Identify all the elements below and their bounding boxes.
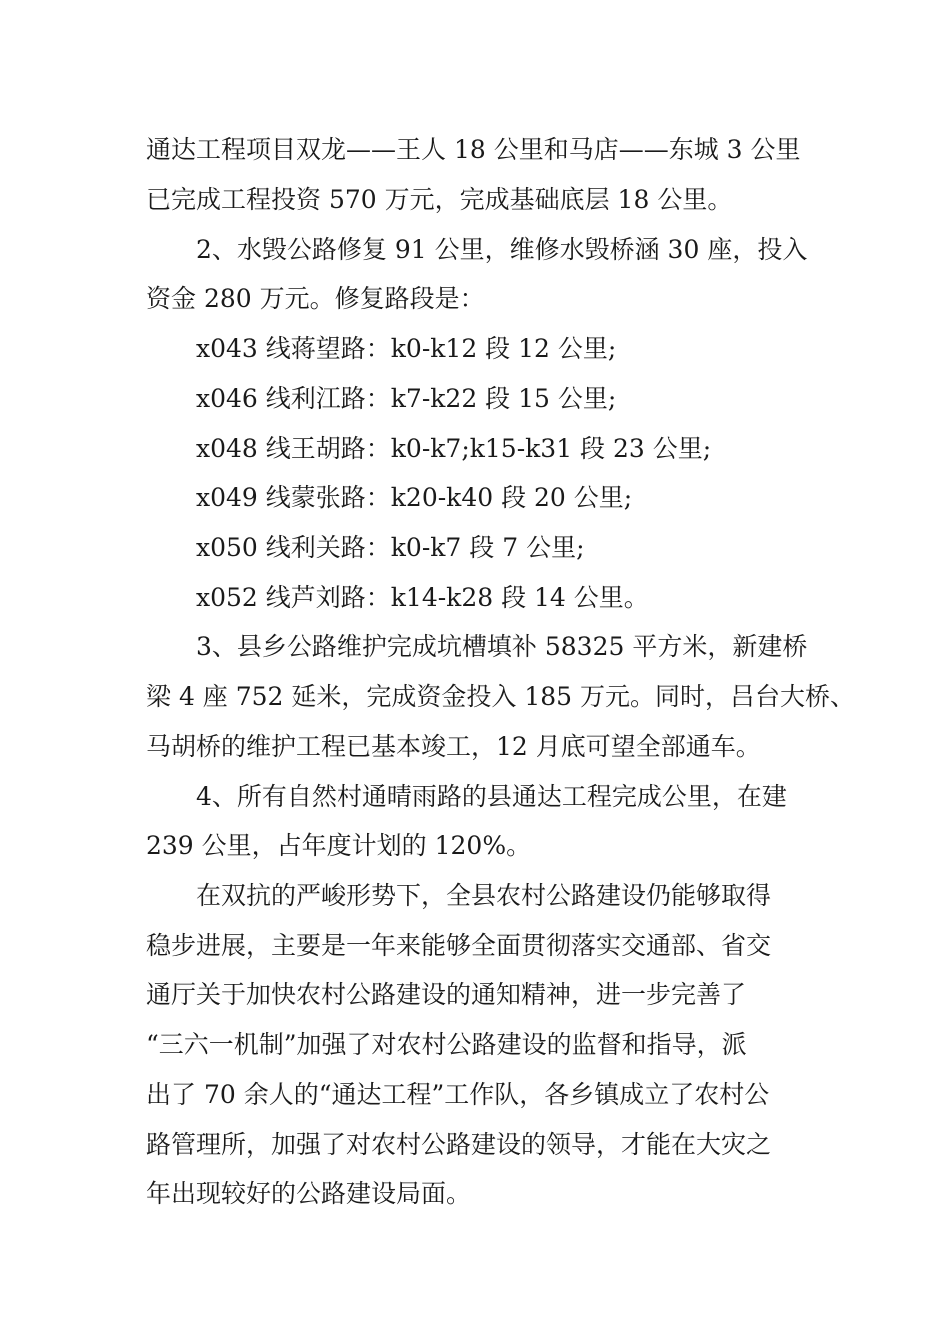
- text-line: 通达工程项目双龙——王人 18 公里和马店——东城 3 公里: [146, 135, 801, 164]
- text-line: 出了 70 余人的“通达工程”工作队，各乡镇成立了农村公: [146, 1080, 770, 1109]
- text-line: x046 线利江路：k7-k22 段 15 公里;: [196, 384, 617, 413]
- text-line: 稳步进展，主要是一年来能够全面贯彻落实交通部、省交: [146, 931, 772, 960]
- text-line: 3、县乡公路维护完成坑槽填补 58325 平方米，新建桥: [196, 632, 808, 661]
- text-line: 路管理所，加强了对农村公路建设的领导，才能在大灾之: [146, 1130, 772, 1159]
- text-line: 梁 4 座 752 延米，完成资金投入 185 万元。同时，吕台大桥、: [146, 682, 856, 711]
- text-line: 239 公里，占年度计划的 120%。: [146, 831, 532, 860]
- text-line: 2、水毁公路修复 91 公里，维修水毁桥涵 30 座，投入: [196, 235, 808, 264]
- text-line: 已完成工程投资 570 万元，完成基础底层 18 公里。: [146, 185, 733, 214]
- text-line: 年出现较好的公路建设局面。: [146, 1179, 472, 1208]
- text-line: x048 线王胡路：k0-k7;k15-k31 段 23 公里;: [196, 434, 712, 463]
- text-line: x049 线蒙张路：k20-k40 段 20 公里;: [196, 483, 633, 512]
- text-line: 在双抗的严峻形势下，全县农村公路建设仍能够取得: [196, 881, 772, 910]
- text-line: x052 线芦刘路：k14-k28 段 14 公里。: [196, 583, 649, 612]
- text-line: 通厅关于加快农村公路建设的通知精神，进一步完善了: [146, 980, 747, 1009]
- text-line: 资金 280 万元。修复路段是：: [146, 284, 485, 313]
- text-line: “三六一机制”加强了对农村公路建设的监督和指导，派: [146, 1030, 747, 1059]
- text-line: x050 线利关路：k0-k7 段 7 公里;: [196, 533, 585, 562]
- text-line: 马胡桥的维护工程已基本竣工，12 月底可望全部通车。: [146, 732, 761, 761]
- text-line: 4、所有自然村通晴雨路的县通达工程完成公里，在建: [196, 782, 787, 811]
- text-line: x043 线蒋望路：k0-k12 段 12 公里;: [196, 334, 617, 363]
